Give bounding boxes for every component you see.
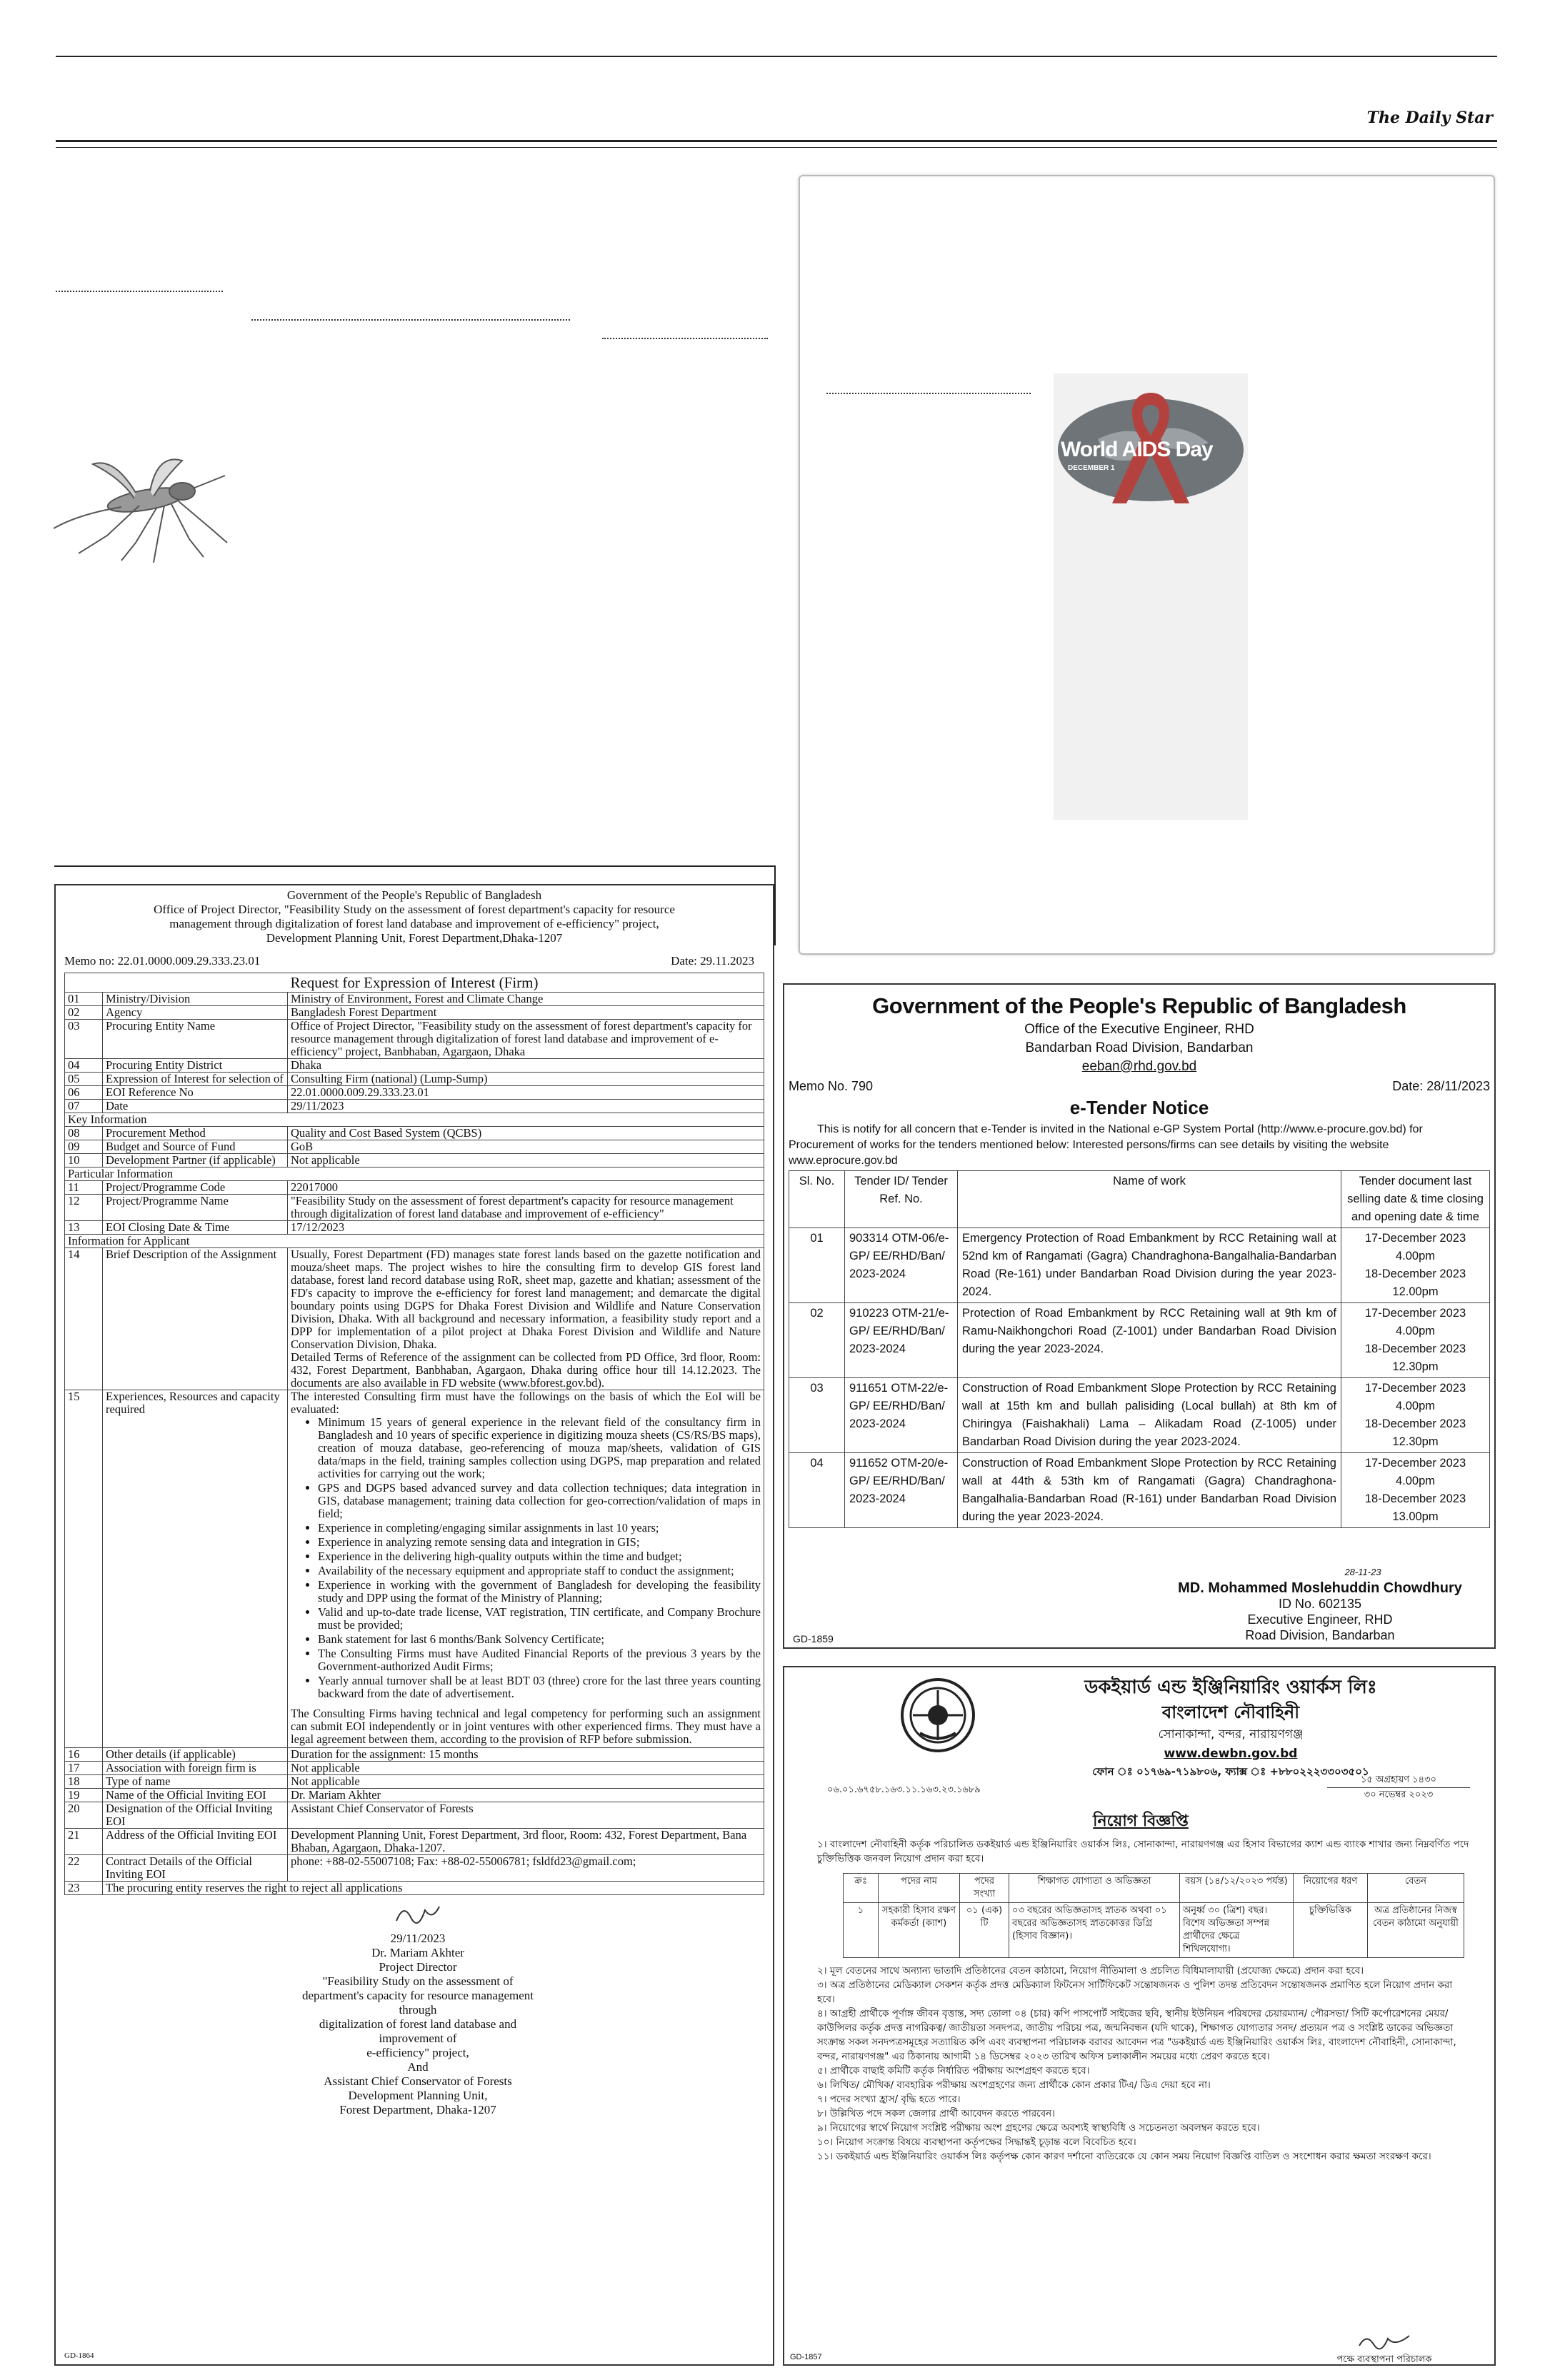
dotted-rule bbox=[56, 291, 223, 292]
tender-office: Office of the Executive Engineer, RHD bbox=[1024, 1022, 1254, 1037]
table-row: 17 Association with foreign firm is Not applicable bbox=[65, 1762, 764, 1775]
aids-day-date: DECEMBER 1 bbox=[1068, 464, 1115, 472]
dockyard-condition: ৩। অত্র প্রতিষ্ঠানের মেডিক্যাল সেকশন কর্তৃক প্রদত্ত মেডিক্যাল ফিটনেস সার্টিফিকেট সন্তোষজনক ও পুলিশ তদন্ত প্রতিবেদন সন্তোষজনক প্রমাণিত হলে নিয়োগ প্রদান করা হবে। bbox=[817, 1979, 1453, 2005]
table-row: 15 Experiences, Resources and capacity required The interested Consulting firm must have the followings on the basis of which the EoI will be evaluated: • Minimum 15 years of general experience in the relevant field of the consultancy firm in Bangladesh and 10 years of specific experience in digitizing mouza sheets (CS/RS/BS maps), creation of mouza database, geo-referencing of mouza map/sheets, validation of GIS data/maps in the field, training samples collection using DGPS, map preparation and related activities for carrying out the work; • GPS and DGPS based advanced survey and data collection techniques; data integration in GIS, database management; training data collection for geo-correction/validation of maps in field; • Experience in completing/engaging similar assignments in last 10 years; • Experience in analyzing remote sensing data and integration in GIS; • Experience in the delivering high-quality outputs within the time and budget; • Availability of the necessary equipment and appropriate staff to conduct the assignment; • Experience in working with the government of Bangladesh for developing the feasibility study and DPP using the format of the Ministry of Planning; • Valid and up-to-date trade license, VAT registration, TIN certificate, and Company Brochure must be provided; • Bank statement for last 6 months/Bank Solvency Certificate; • The Consulting Firms must have Audited Financial Reports of the previous 3 years by the Government-authorized Audit Firms; • Yearly annual turnover shall be at least BDT 03 (three) crore for the last three years counting backward from the date of advertisement. The Consulting Firms having technical and legal competency for performing such an assignment can submit EOI independently or in joint ventures with other experienced firms. They must have a legal agreement between them, according to the provision of RFP before submission. bbox=[65, 1390, 764, 1748]
column-rule bbox=[774, 865, 776, 945]
signatory-line: department's capacity for resource management through bbox=[301, 1989, 534, 2017]
tender-code: GD-1859 bbox=[793, 1633, 834, 1645]
dotted-rule bbox=[602, 338, 768, 339]
masthead: The Daily Star bbox=[1366, 109, 1493, 127]
dockyard-condition: ৮। উল্লিখিত পদে সকল জেলার প্রার্থী আবেদন করতে পারবেন। bbox=[817, 2108, 1055, 2119]
dockyard-logo-icon bbox=[899, 1676, 977, 1754]
top-rule bbox=[56, 56, 1497, 57]
col-name-of-work: Name of work bbox=[958, 1171, 1341, 1228]
table-row: 11 Project/Programme Code 22017000 bbox=[65, 1181, 764, 1195]
experience-intro: The interested Consulting firm must have the followings on the basis of which the EoI will be evaluated: bbox=[291, 1390, 761, 1416]
table-row: 23 The procuring entity reserves the right to reject all applications bbox=[65, 1882, 764, 1895]
assignment-description: Usually, Forest Department (FD) manages state forest lands based on the gazette notification and mouza/sheet maps. The project wishes to hire the consulting firm to develop GIS forest land database, forest land record database using RoR, sheet map, gazette and khatian; assessment of the FD's capacity to improve the e-efficiency for forest land management; and demarcate the digital boundary points using DGPS for Dhaka Forest Division and Wildlife and Nature Conservation Division, Dhaka. With all background and necessary information, a feasibility study report and a DPP for implementation of a pilot project at Dhaka Forest Division and Wildlife and Nature Conservation Division, Dhaka. bbox=[291, 1247, 761, 1351]
dockyard-place: সোনাকান্দা, বন্দর, নারায়ণগঞ্জ bbox=[1158, 1727, 1304, 1742]
col-serial: ক্রঃ bbox=[844, 1874, 879, 1903]
tender-memo: Memo No. 790 bbox=[789, 1079, 874, 1093]
signatory-line: Development Planning Unit, bbox=[348, 2089, 488, 2102]
col-type: নিয়োগের ধরণ bbox=[1294, 1874, 1368, 1903]
tender-sign-title: Executive Engineer, RHD bbox=[1247, 1612, 1393, 1627]
table-row: 02 Agency Bangladesh Forest Department bbox=[65, 1006, 764, 1020]
experience-item: • Minimum 15 years of general experience in the relevant field of the consultancy firm in Bangladesh and 10 years of specific experience in digitizing mouza sheets (CS/RS/BS maps), creation of mouza database, geo-referencing of mouza map/sheets, validation of GIS data/maps in the field, training samples collection using DGPS, map preparation and related activities for carrying out the work; bbox=[318, 1416, 761, 1480]
eoi-ad bbox=[54, 884, 774, 2366]
section-information-for-applicant: Information for Applicant bbox=[65, 1235, 764, 1248]
masthead-rule-1 bbox=[56, 140, 1497, 142]
tender-sign-id: ID No. 602135 bbox=[1278, 1597, 1362, 1611]
dockyard-para-1: ১। বাংলাদেশ নৌবাহিনী কর্তৃক পরিচালিত ডকইয়ার্ড এন্ড ইঞ্জিনিয়ারিং ওয়ার্কস লিঃ, সোনাকান্দা, নারায়ণগঞ্জ এর হিসাব বিভাগের ক্যাশ এন্ড ব্যাংক শাখার জন্য নিম্নবর্ণিত পদে চুক্তিভিত্তিক জনবল নিয়োগ প্রদান করা হবে। bbox=[817, 1839, 1469, 1864]
eoi-date: Date: 29.11.2023 bbox=[671, 954, 754, 968]
dockyard-code: GD-1857 bbox=[790, 2353, 822, 2361]
eoi-code: GD-1864 bbox=[64, 2351, 94, 2360]
dockyard-date-bangla: ১৫ অগ্রহায়ণ ১৪৩০ bbox=[1327, 1773, 1470, 1788]
dockyard-condition: ১০। নিয়োগ সংক্রান্ত বিষয়ে ব্যবস্থাপনা কর্তৃপক্ষের সিদ্ধান্তই চূড়ান্ত বলে বিবেচিত হবে। bbox=[817, 2137, 1136, 2148]
section-particular-information: Particular Information bbox=[65, 1168, 764, 1181]
tender-sl: 02 bbox=[789, 1303, 845, 1378]
dockyard-navy: বাংলাদেশ নৌবাহিনী bbox=[1161, 1702, 1300, 1722]
signatory-line: "Feasibility Study on the assessment of bbox=[322, 1974, 514, 1988]
col-sl: Sl. No. bbox=[789, 1171, 845, 1228]
dockyard-condition: ২। মূল বেতনের সাথে অন্যান্য ভাতাদি প্রতিষ্ঠানের বেতন কাঠামো, নিয়োগ নীতিমালা ও প্রচলিত বিধিমালাযায়ী (প্রযোজ্য ক্ষেত্রে) প্রদান করা হবে। bbox=[817, 1965, 1364, 1977]
experience-outro: The Consulting Firms having technical and legal competency for performing such an assignment can submit EOI independently or in joint ventures with other experienced firms. They must have a legal agreement between them, according to the provision of RFP before submission. bbox=[291, 1707, 761, 1746]
table-row: 04 Procuring Entity District Dhaka bbox=[65, 1059, 764, 1073]
signatory-line: Assistant Chief Conservator of Forests bbox=[324, 2074, 512, 2088]
signature-mark bbox=[389, 1899, 446, 1928]
col-dates: Tender document last selling date & time closing and opening date & time bbox=[1341, 1171, 1490, 1228]
tender-sign-date: 28-11-23 bbox=[1344, 1567, 1381, 1577]
dockyard-condition: ৯। নিয়োগের স্বার্থে নিয়োগ সংশ্লিষ্ট পরীক্ষায় অংশ গ্রহণের ক্ষেত্রে অবশ্যই স্বাস্থ্যবিধি ও সচেতনতা অবলম্বন করতে হবে। bbox=[817, 2122, 1260, 2134]
col-count: পদের সংখ্যা bbox=[960, 1874, 1009, 1903]
tender-work: Construction of Road Embankment Slope Protection by RCC Retaining wall at 15th km and bullah palisiding (Local bullah) at 8th km of Chiringya (Faishakhali) Lama – Alikadam Road (Z-1005) under Bandarban Road Division during the year 2023-2024. bbox=[958, 1378, 1341, 1453]
column-rule bbox=[54, 865, 776, 867]
tender-division: Bandarban Road Division, Bandarban bbox=[1025, 1040, 1254, 1055]
table-row bbox=[789, 1303, 1490, 1378]
tender-dates: 17-December 2023 4.00pm 18-December 2023 12.30pm bbox=[1341, 1378, 1490, 1453]
tender-work: Protection of Road Embankment by RCC Retaining wall at 9th km of Ramu-Naikhongchori Road (Z-1001) under Bandarban Road Division during the year 2023-2024. bbox=[958, 1303, 1341, 1378]
mosquito-illustration bbox=[50, 457, 229, 564]
table-row: 06 EOI Reference No 22.01.0000.009.29.333.23.01 bbox=[65, 1086, 764, 1100]
table-row bbox=[789, 1378, 1490, 1453]
dockyard-condition: ৭। পদের সংখ্যা হ্রাস/ বৃদ্ধি হতে পারে। bbox=[817, 2094, 961, 2105]
aids-graphic bbox=[1055, 389, 1246, 507]
tender-ad bbox=[783, 983, 1496, 1649]
signatory-line: Project Director bbox=[379, 1960, 457, 1974]
table-row bbox=[789, 1228, 1490, 1303]
dockyard-website-link[interactable]: www.dewbn.gov.bd bbox=[1164, 1747, 1298, 1761]
col-qualification: শিক্ষাগত যোগ্যতা ও অভিজ্ঞতা bbox=[1009, 1874, 1180, 1903]
tender-id: 910223 OTM-21/e-GP/ EE/RHD/Ban/ 2023-2024 bbox=[845, 1303, 958, 1378]
col-salary: বেতন bbox=[1368, 1874, 1464, 1903]
tender-sign-division: Road Division, Bandarban bbox=[1245, 1628, 1395, 1642]
signatory-line: Dr. Mariam Akhter bbox=[371, 1946, 464, 1959]
dockyard-memo: ০৬.০১.৬৭৫৮.১৬৩.১১.১৬৩.২৩.১৬৮৯ bbox=[827, 1784, 981, 1795]
table-row: ১ সহকারী হিসাব রক্ষণ কর্মকর্তা (ক্যাশ) ০১ (এক) টি ০৩ বছরের অভিজ্ঞতাসহ স্নাতক অথবা ০১ বছরের অভিজ্ঞতাসহ স্নাতকোত্তর ডিগ্রি (হিসাব বিজ্ঞান)। অনুর্ধ্ব ৩০ (ত্রিশ) বছর। বিশেষ অভিজ্ঞতা সম্পন্ন প্রার্থীদের ক্ষেত্রে শিথিলযোগ্য। চুক্তিভিত্তিক অত্র প্রতিষ্ঠানের নিজস্ব বেতন কাঠামো অনুযায়ী bbox=[844, 1903, 1464, 1958]
table-row: 21 Address of the Official Inviting EOI Development Planning Unit, Forest Department, 3rd floor, Room: 432, Forest Department, Bana Bhaban, Agargaon, Dhaka-1207. bbox=[65, 1829, 764, 1855]
col-post: পদের নাম bbox=[879, 1874, 960, 1903]
eoi-header-line: management through digitalization of forest land database and improvement of e-efficiency" project, bbox=[169, 917, 659, 930]
table-row: 08 Procurement Method Quality and Cost Based System (QCBS) bbox=[65, 1127, 764, 1140]
experience-list bbox=[291, 1416, 761, 1700]
assignment-tor: Detailed Terms of Reference of the assignment can be collected from PD Office, 3rd floor, Room: 432, Forest Department, Banbhaban, Agargaon, Dhaka during office hour till 14.12.2023. The documents are also available in FD website (www.bforest.gov.bd). bbox=[291, 1350, 761, 1390]
experience-item: • Valid and up-to-date trade license, VAT registration, TIN certificate, and Company Brochure must be provided; bbox=[318, 1606, 761, 1632]
table-row: 13 EOI Closing Date & Time 17/12/2023 bbox=[65, 1221, 764, 1235]
dockyard-condition: ১১। ডকইয়ার্ড এন্ড ইঞ্জিনিয়ারিং ওয়ার্কস লিঃ কর্তৃপক্ষ কোন কারণ দর্শানো ব্যতিরেকে যে কোন সময় নিয়োগ বিজ্ঞপ্তি বাতিল ও সংশোধন করার ক্ষমতা সংরক্ষণ করে। bbox=[817, 2151, 1431, 2162]
dockyard-phone: ফোন ঃ ০১৭৬৯-৭১৯৮০৬, ফ্যাক্স ঃ +৮৮০২২২৩৩০৩৫০১ bbox=[1092, 1765, 1369, 1778]
dockyard-condition: ৬। লিখিত/ মৌখিক/ ব্যবহারিক পরীক্ষায় অংশগ্রহণের জন্য প্রার্থীকে কোন প্রকার টিএ/ ডিএ দেয়া হবে না। bbox=[817, 2079, 1211, 2091]
col-age: বয়স (১৪/১২/২০২৩ পর্যন্ত) bbox=[1180, 1874, 1294, 1903]
experience-item: • Experience in completing/engaging similar assignments in last 10 years; bbox=[318, 1522, 761, 1535]
dockyard-signatory: পক্ষে ব্যবস্থাপনা পরিচালক bbox=[1336, 2354, 1432, 2365]
tender-dates: 17-December 2023 4.00pm 18-December 2023 12.00pm bbox=[1341, 1228, 1490, 1303]
table-row: 18 Type of name Not applicable bbox=[65, 1775, 764, 1789]
table-row bbox=[789, 1453, 1490, 1528]
tender-work: Emergency Protection of Road Embankment by RCC Retaining wall at 52nd km of Rangamati (Gagra) Chandraghona-Bangalhalia-Bandarban Road (Re-161) under Bandarban Road Division during the year 2023-2024. bbox=[958, 1228, 1341, 1303]
signatory-line: And bbox=[407, 2060, 429, 2074]
dockyard-company: ডকইয়ার্ড এন্ড ইঞ্জিনিয়ারিং ওয়ার্কস লিঃ bbox=[1084, 1677, 1377, 1698]
table-row: 07 Date 29/11/2023 bbox=[65, 1100, 764, 1113]
tender-email-link[interactable]: eeban@rhd.gov.bd bbox=[1081, 1059, 1197, 1074]
eoi-header-line: Development Planning Unit, Forest Department,Dhaka-1207 bbox=[266, 931, 563, 945]
tender-table bbox=[789, 1170, 1490, 1528]
eoi-signatory bbox=[300, 1946, 536, 2117]
eoi-title: Request for Expression of Interest (Firm) bbox=[65, 973, 764, 993]
masthead-rule-2 bbox=[56, 147, 1497, 148]
tender-intro: This is notify for all concern that e-Tender is invited in the National e-GP System Portal (http://www.e-procure.gov.bd) for Procurement of works for the tenders mentioned below: Interested persons/firms can see details by visiting the website www.eprocure.gov.bd bbox=[789, 1123, 1423, 1167]
table-row: 09 Budget and Source of Fund GoB bbox=[65, 1140, 764, 1154]
table-row: 16 Other details (if applicable) Duration for the assignment: 15 months bbox=[65, 1748, 764, 1762]
tender-dates: 17-December 2023 4.00pm 18-December 2023 13.00pm bbox=[1341, 1453, 1490, 1528]
tender-notice-title: e-Tender Notice bbox=[1069, 1097, 1209, 1118]
table-row: 14 Brief Description of the Assignment Usually, Forest Department (FD) manages state forest lands based on the gazette notification and mouza/sheet maps. The project wishes to hire the consulting firm to develop GIS forest land database, forest land record database using RoR, sheet map, gazette and khatian; assessment of the FD's capacity to improve the e-efficiency for forest land management; and demarcate the digital boundary points using DGPS for Dhaka Forest Division and Wildlife and Nature Conservation Division, Dhaka. With all background and necessary information, a feasibility study report and a DPP for implementation of a pilot project at Dhaka Forest Division and Wildlife and Nature Conservation Division, Dhaka. Detailed Terms of Reference of the assignment can be collected from PD Office, 3rd floor, Room: 432, Forest Department, Banbhaban, Agargaon, Dhaka during office hour till 14.12.2023. The documents are also available in FD website (www.bforest.gov.bd). bbox=[65, 1248, 764, 1390]
signatory-line: e-efficiency" project, bbox=[366, 2046, 469, 2059]
eoi-header-line: Office of Project Director, "Feasibility Study on the assessment of forest department's capacity for resource bbox=[154, 903, 675, 916]
tender-signatory: MD. Mohammed Moslehuddin Chowdhury bbox=[1178, 1580, 1462, 1596]
dockyard-signature-mark bbox=[1356, 2331, 1413, 2350]
table-row: 19 Name of the Official Inviting EOI Dr. Mariam Akhter bbox=[65, 1789, 764, 1802]
table-row: 03 Procuring Entity Name Office of Project Director, "Feasibility study on the assessment of forest department's capacity for resource management through digitalization of forest land database and improvement of e-efficiency" project, Banbhaban, Agargaon, Dhaka bbox=[65, 1020, 764, 1059]
tender-sl: 03 bbox=[789, 1378, 845, 1453]
experience-item: • The Consulting Firms must have Audited Financial Reports of the previous 3 years by the Government-authorized Audit Firms; bbox=[318, 1647, 761, 1673]
dockyard-condition: ৫। প্রার্থীকে বাছাই কমিটি কর্তৃক নির্ধারিত পরীক্ষায় অংশগ্রহণ করতে হবে। bbox=[817, 2065, 1090, 2077]
signatory-line: Forest Department, Dhaka-1207 bbox=[339, 2103, 496, 2117]
eoi-memo: Memo no: 22.01.0000.009.29.333.23.01 bbox=[64, 954, 261, 968]
dockyard-condition: ৪। আগ্রহী প্রার্থীকে পূর্ণাঙ্গ জীবন বৃত্তান্ত, সদ্য তোলা ০৪ (চার) কপি পাসপোর্ট সাইজের ছবি, স্থানীয় ইউনিয়ন পরিষদের চেয়ারম্যান/ পৌরসভা/ সিটি কর্পোরেশনের মেয়র/ কাউন্সিলর কর্তৃক প্রদত্ত নাগরিকত্ব/ জাতীয়তা সনদপত্র, জাতীয় পরিচয় পত্র, জন্মনিবন্ধন (যদি থাকে), শিক্ষাগত যোগ্যতার সনদ/ প্রত্যয়ন পত্র ও সংশ্লিষ্ট ডাকের অভিজ্ঞতা সংক্রান্ত সকল সনদপত্রসমূহের সত্যায়িত কপি এবং ব্যবস্থাপনা পরিচালক বরাবর আবেদন পত্র "ডকইয়ার্ড এন্ড ইঞ্জিনিয়ারিং ওয়ার্কস লিঃ, বাংলাদেশ নৌবাহিনী, সোনাকান্দা, বন্দর, নারায়ণগঞ্জ" এর ঠিকানায় আগামী ১৪ ডিসেম্বর ২০২৩ তারিখ অফিস চলাকালীন সময়ের মধ্যে প্রেরণ করতে হবে। bbox=[817, 2008, 1456, 2062]
experience-item: • Bank statement for last 6 months/Bank Solvency Certificate; bbox=[318, 1633, 761, 1646]
experience-item: • Experience in analyzing remote sensing data and integration in GIS; bbox=[318, 1536, 761, 1549]
experience-item: • Experience in working with the government of Bangladesh for developing the feasibility study and DPP using the format of the Ministry of Planning; bbox=[318, 1579, 761, 1605]
table-row: 01 Ministry/Division Ministry of Environment, Forest and Climate Change bbox=[65, 993, 764, 1006]
experience-item: • Experience in the delivering high-quality outputs within the time and budget; bbox=[318, 1550, 761, 1563]
eoi-sign-date: 29/11/2023 bbox=[390, 1932, 446, 1945]
table-row: 05 Expression of Interest for selection of Consulting Firm (national) (Lump-Sump) bbox=[65, 1073, 764, 1086]
tender-sl: 01 bbox=[789, 1228, 845, 1303]
tender-date: Date: 28/11/2023 bbox=[1392, 1079, 1490, 1093]
tender-dates: 17-December 2023 4.00pm 18-December 2023 12.30pm bbox=[1341, 1303, 1490, 1378]
aids-day-title: World AIDS Day bbox=[1061, 438, 1213, 461]
eoi-table bbox=[64, 973, 764, 1895]
dockyard-ad bbox=[783, 1666, 1496, 2366]
dotted-rule bbox=[251, 319, 570, 321]
tender-sl: 04 bbox=[789, 1453, 845, 1528]
eoi-header-line: Government of the People's Republic of Bangladesh bbox=[286, 888, 542, 902]
tender-title: Government of the People's Republic of Bangladesh bbox=[872, 993, 1406, 1018]
section-key-information: Key Information bbox=[65, 1113, 764, 1127]
dockyard-table bbox=[843, 1873, 1464, 1958]
tender-id: 911651 OTM-22/e-GP/ EE/RHD/Ban/ 2023-2024 bbox=[845, 1378, 958, 1453]
table-row: 10 Development Partner (if applicable) Not applicable bbox=[65, 1154, 764, 1168]
table-row: 20 Designation of the Official Inviting EOI Assistant Chief Conservator of Forests bbox=[65, 1802, 764, 1829]
dockyard-date: ৩০ নভেম্বর ২০২৩ bbox=[1364, 1789, 1434, 1800]
tender-id: 903314 OTM-06/e-GP/ EE/RHD/Ban/ 2023-2024 bbox=[845, 1228, 958, 1303]
signatory-line: digitalization of forest land database and improvement of bbox=[319, 2017, 517, 2045]
col-tender-id: Tender ID/ Tender Ref. No. bbox=[845, 1171, 958, 1228]
experience-item: • Availability of the necessary equipment and appropriate staff to conduct the assignment; bbox=[318, 1565, 761, 1577]
table-row: 22 Contract Details of the Official Inviting EOI phone: +88-02-55007108; Fax: +88-02-55006781; fsldfd23@gmail.com; bbox=[65, 1855, 764, 1882]
experience-item: • GPS and DGPS based advanced survey and data collection techniques; data integration in GIS, database management; training data collection for geo-correction/validation of maps in field; bbox=[318, 1482, 761, 1520]
tender-work: Construction of Road Embankment Slope Protection by RCC Retaining wall at 44th & 53th km of Rangamati (Gagra) Chandraghona-Bangalhalia-Bandarban Road (R-161) under Bandarban Road Division during the year 2023-2024. bbox=[958, 1453, 1341, 1528]
table-row: 12 Project/Programme Name "Feasibility Study on the assessment of forest department's capacity for resource management through digitalization of forest land database and improvement of e-efficiency" bbox=[65, 1195, 764, 1221]
eoi-header bbox=[64, 888, 764, 945]
dockyard-notice-title: নিয়োগ বিজ্ঞপ্তি bbox=[1093, 1812, 1189, 1830]
tender-id: 911652 OTM-20/e-GP/ EE/RHD/Ban/ 2023-2024 bbox=[845, 1453, 958, 1528]
dotted-rule bbox=[826, 393, 1031, 394]
experience-item: • Yearly annual turnover shall be at least BDT 03 (three) crore for the last three years counting backward from the date of advertisement. bbox=[318, 1674, 761, 1700]
dockyard-conditions bbox=[817, 1964, 1471, 2164]
